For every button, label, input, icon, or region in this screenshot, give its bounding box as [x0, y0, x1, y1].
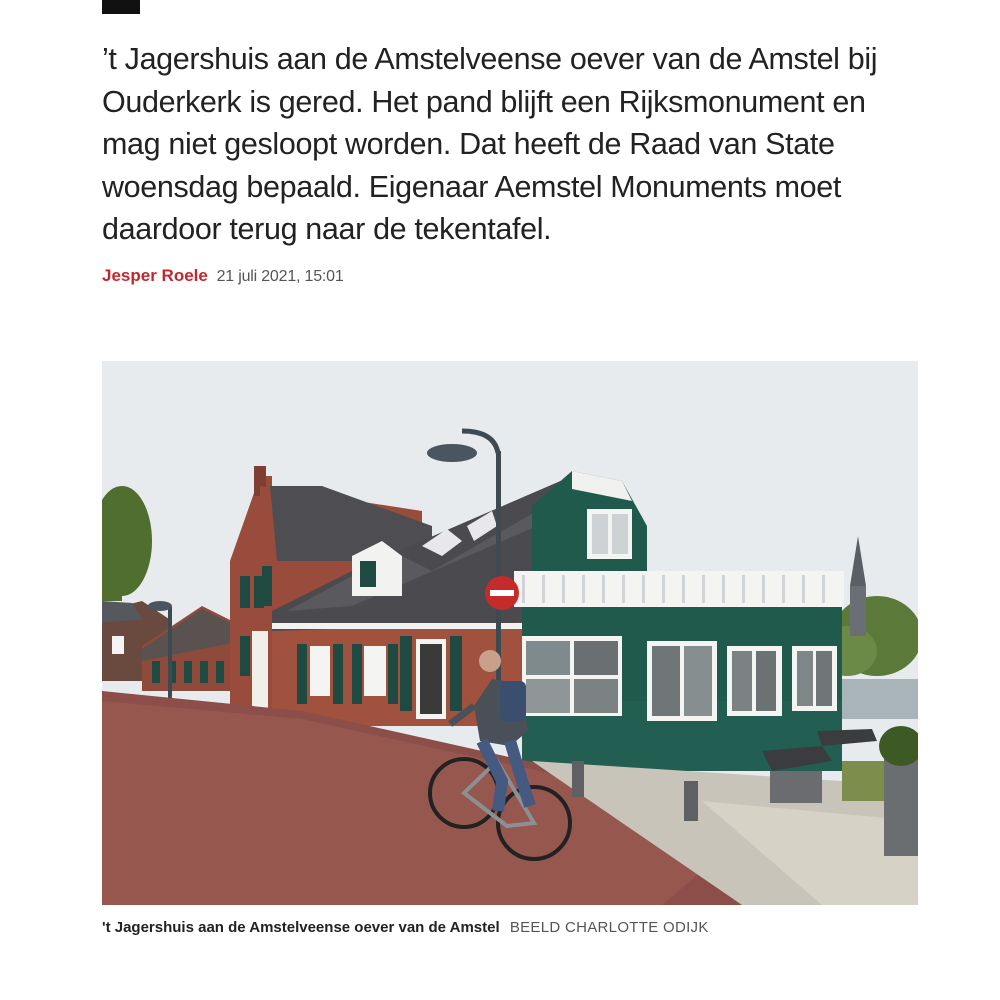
headline-partial: [102, 0, 140, 14]
photo-credit: BEELD CHARLOTTE ODIJK: [509, 919, 709, 936]
author-link[interactable]: Jesper Roele: [102, 266, 208, 285]
article-meta: [102, 265, 344, 288]
photo-caption: [102, 918, 709, 938]
publish-date: 21 juli 2021, 15:01: [216, 268, 344, 285]
article-intro: ’t Jagershuis aan de Amstelveense oever van de Amstel bij Ouderkerk is gered. Het pand blijft een Rijksmonument en mag niet gesloopt worden. Dat heeft de Raad van State woensdag bepaald. Eigenaar Aemstel Monuments moet daardoor terug naar de tekentafel.: [102, 42, 878, 246]
caption-text: 't Jagershuis aan de Amstelveense oever van de Amstel: [102, 919, 500, 936]
article-photo[interactable]: [102, 361, 918, 905]
photo-illustration: [102, 361, 918, 905]
